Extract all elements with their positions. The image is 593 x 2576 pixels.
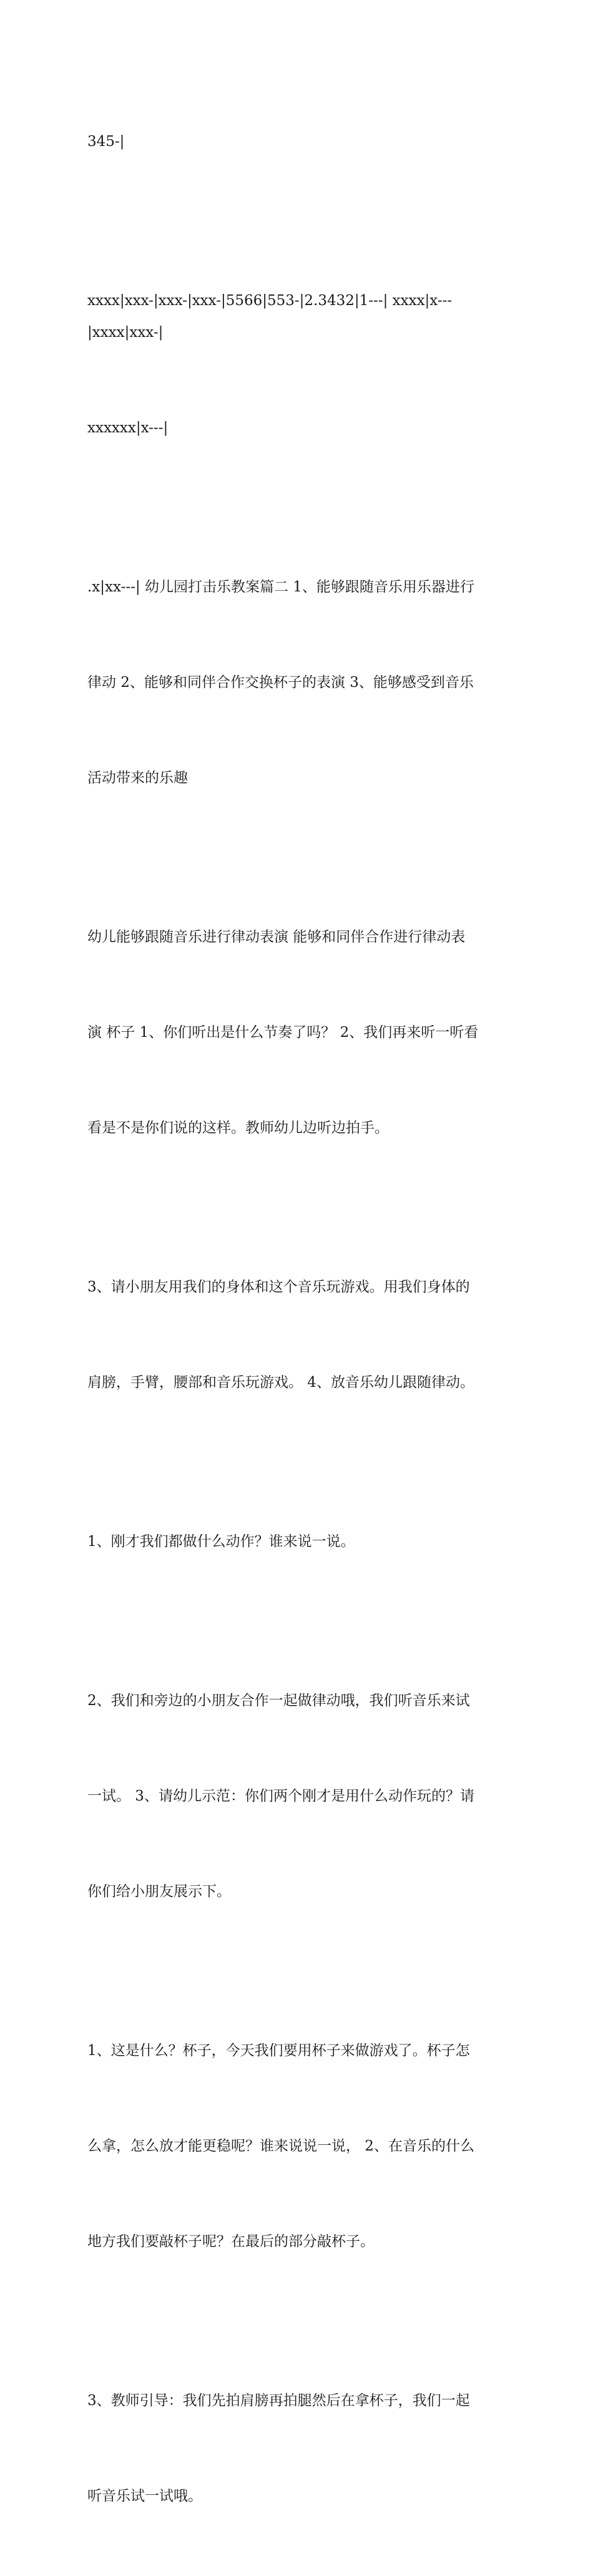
- paragraph: [87, 508, 512, 858]
- text-line: xxxx|xxx-|xxx-|xxx-|5566|553-|2.3432|1---| xxxx|x---|xxxx|xxx-|: [87, 293, 453, 341]
- text-line: 一试。 3、请幼儿示范：你们两个刚才是用什么动作玩的？请: [87, 1788, 474, 1804]
- text-line: 2、我们和旁边的小朋友合作一起做律动哦，我们听音乐来试: [87, 1693, 470, 1709]
- paragraph: [87, 858, 512, 1208]
- text-line: 地方我们要敲杯子呢？在最后的部分敲杯子。: [87, 2233, 375, 2250]
- text-line: 律动 2、能够和同伴合作交换杯子的表演 3、能够感受到音乐: [87, 674, 474, 691]
- text-line: .x|xx---| 幼儿园打击乐教案篇二 1、能够跟随音乐用乐器进行: [87, 579, 474, 595]
- text-line: 3、请小朋友用我们的身体和这个音乐玩游戏。用我们身体的: [87, 1279, 470, 1295]
- text-line: 1、这是什么？杯子，今天我们要用杯子来做游戏了。杯子怎: [87, 2043, 470, 2059]
- paragraph: [87, 1621, 512, 1971]
- text-line: 1、刚才我们都做什么动作？谁来说一说。: [87, 1533, 355, 1550]
- document-body: [87, 62, 512, 2576]
- text-line: 345-|: [87, 134, 125, 150]
- text-line: 看是不是你们说的这样。教师幼儿边听边拍手。: [87, 1120, 389, 1136]
- text-line: 听音乐试一试哦。: [87, 2488, 202, 2504]
- paragraph: [87, 1208, 512, 1462]
- paragraph: [87, 221, 512, 508]
- paragraph: [87, 1971, 512, 2321]
- text-line: 肩膀，手臂，腰部和音乐玩游戏。 4、放音乐幼儿跟随律动。: [87, 1374, 474, 1391]
- text-line: xxxxxx|x---|: [87, 420, 169, 436]
- text-line: 3、教师引导：我们先拍肩膀再拍腿然后在拿杯子，我们一起: [87, 2393, 470, 2409]
- text-line: 么拿，怎么放才能更稳呢？谁来说说一说， 2、在音乐的什么: [87, 2138, 474, 2154]
- text-line: 幼儿能够跟随音乐进行律动表演 能够和同伴合作进行律动表: [87, 929, 466, 945]
- paragraph: [87, 2321, 512, 2576]
- text-line: 活动带来的乐趣: [87, 770, 188, 786]
- text-line: 演 杯子 1、你们听出是什么节奏了吗？ 2、我们再来听一听看: [87, 1024, 479, 1041]
- paragraph: [87, 1462, 512, 1621]
- text-line: 你们给小朋友展示下。: [87, 1883, 231, 1900]
- paragraph: [87, 62, 512, 221]
